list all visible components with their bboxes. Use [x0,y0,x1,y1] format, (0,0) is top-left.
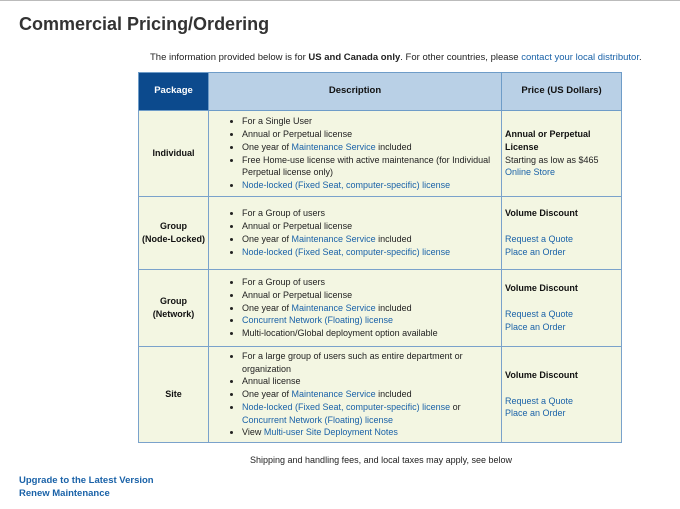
maintenance-service-link[interactable]: Maintenance Service [291,234,376,244]
request-a-quote-link[interactable]: Request a Quote [505,234,574,244]
package-description [209,197,502,270]
feature-list [209,276,501,340]
feature-item [242,115,501,128]
feature-text: included [375,302,412,313]
place-an-order-link[interactable]: Place an Order [505,408,566,419]
table-row [139,270,622,347]
online-store-link[interactable]: Online Store [505,167,556,178]
renew-maintenance-link[interactable]: Renew Maintenance [19,487,110,499]
intro-middle: . For other countries, please [400,52,522,63]
feature-item [242,128,501,141]
package-price [502,347,622,443]
concurrent-network-floating-license-link[interactable]: Concurrent Network (Floating) license [242,315,394,326]
shipping-note: Shipping and handling fees, and local taxes may apply, see below [250,455,513,465]
feature-item [242,141,501,154]
feature-item [242,314,501,327]
concurrent-network-floating-license-link[interactable]: Concurrent Network (Floating) license [242,414,394,425]
request-a-quote-link[interactable]: Request a Quote [505,395,574,406]
package-name [139,270,209,347]
package-price [502,197,622,270]
package-name-line: Site [165,389,182,400]
feature-item [242,350,501,376]
table-row [139,197,622,270]
feature-text: included [375,389,412,400]
package-price [502,111,622,197]
package-name [139,111,209,197]
footer-links [19,475,154,500]
feature-item [242,207,501,220]
contact-distributor-link[interactable]: contact your local distributor [521,52,639,63]
feature-text: Annual or Perpetual license [242,128,353,139]
feature-item [242,220,501,233]
feature-text: Free Home-use license with active maintenance (for Individual Perpetual license only) [242,154,491,178]
intro-region: US and Canada only [308,52,401,63]
spacer [505,382,621,395]
feature-text: For a large group of users such as entire department or organization [242,350,463,374]
maintenance-service-link[interactable]: Maintenance Service [291,302,376,313]
feature-text: For a Group of users [242,208,326,219]
request-a-quote-link[interactable]: Request a Quote [505,309,574,319]
feature-text: included [375,141,412,152]
feature-item [242,388,501,401]
feature-item [242,154,501,180]
column-header-description: Description [209,73,502,111]
feature-item [242,401,501,427]
feature-text: Annual or Perpetual license [242,289,353,300]
price-heading: Volume Discount [505,369,578,380]
feature-text: One year of [242,302,292,313]
feature-list [209,207,501,258]
multi-user-site-deployment-notes-link[interactable]: Multi-user Site Deployment Notes [263,427,398,438]
intro-suffix: . [638,52,642,63]
feature-item [242,246,501,259]
feature-list [209,350,501,440]
package-name-line: Group [160,296,187,307]
page-title: Commercial Pricing/Ordering [19,14,270,34]
feature-item [242,276,501,289]
feature-text: included [375,234,412,244]
feature-item [242,302,501,315]
node-locked-fixed-seat-computer-specific-license-link[interactable]: Node-locked (Fixed Seat, computer-specific) license [242,180,451,191]
package-name-line: (Node-Locked) [142,234,205,244]
package-name-line: (Network) [152,309,195,319]
upgrade-link[interactable]: Upgrade to the Latest Version [19,475,154,486]
feature-text: For a Single User [242,116,313,127]
package-description [209,111,502,197]
pricing-table-header [139,73,622,111]
feature-item [242,179,501,192]
intro-prefix: The information provided below is for [150,52,309,63]
package-name-line: Individual [152,148,195,159]
feature-text: Annual license [242,376,301,387]
table-row [139,111,622,197]
feature-text: or [450,401,461,412]
place-an-order-link[interactable]: Place an Order [505,246,566,257]
spacer [505,295,621,308]
column-header-package: Package [139,73,209,111]
price-heading: Annual or Perpetual License [505,128,591,152]
package-description [209,270,502,347]
package-description [209,347,502,443]
maintenance-service-link[interactable]: Maintenance Service [291,141,376,152]
package-name [139,347,209,443]
feature-item [242,426,501,439]
package-name [139,197,209,270]
feature-text: For a Group of users [242,277,326,287]
feature-item [242,233,501,246]
intro-text [150,52,642,63]
column-header-price: Price (US Dollars) [502,73,622,111]
pricing-table [138,72,622,443]
maintenance-service-link[interactable]: Maintenance Service [291,389,376,400]
place-an-order-link[interactable]: Place an Order [505,321,566,332]
package-price [502,270,622,347]
feature-list [209,115,501,192]
node-locked-fixed-seat-computer-specific-license-link[interactable]: Node-locked (Fixed Seat, computer-specific) license [242,246,451,257]
feature-text: Annual or Perpetual license [242,221,353,232]
feature-item [242,375,501,388]
feature-text: One year of [242,234,292,244]
price-text: Starting as low as $465 [505,154,599,165]
feature-text: One year of [242,141,292,152]
spacer [505,220,621,233]
feature-item [242,327,501,340]
table-row [139,347,622,443]
price-heading: Volume Discount [505,208,578,219]
package-name-line: Group [160,221,187,232]
feature-text: Multi-location/Global deployment option available [242,328,438,339]
price-heading: Volume Discount [505,283,578,294]
feature-text: View [242,427,264,438]
feature-item [242,289,501,302]
node-locked-fixed-seat-computer-specific-license-link[interactable]: Node-locked (Fixed Seat, computer-specific) license [242,401,451,412]
feature-text: One year of [242,389,292,400]
